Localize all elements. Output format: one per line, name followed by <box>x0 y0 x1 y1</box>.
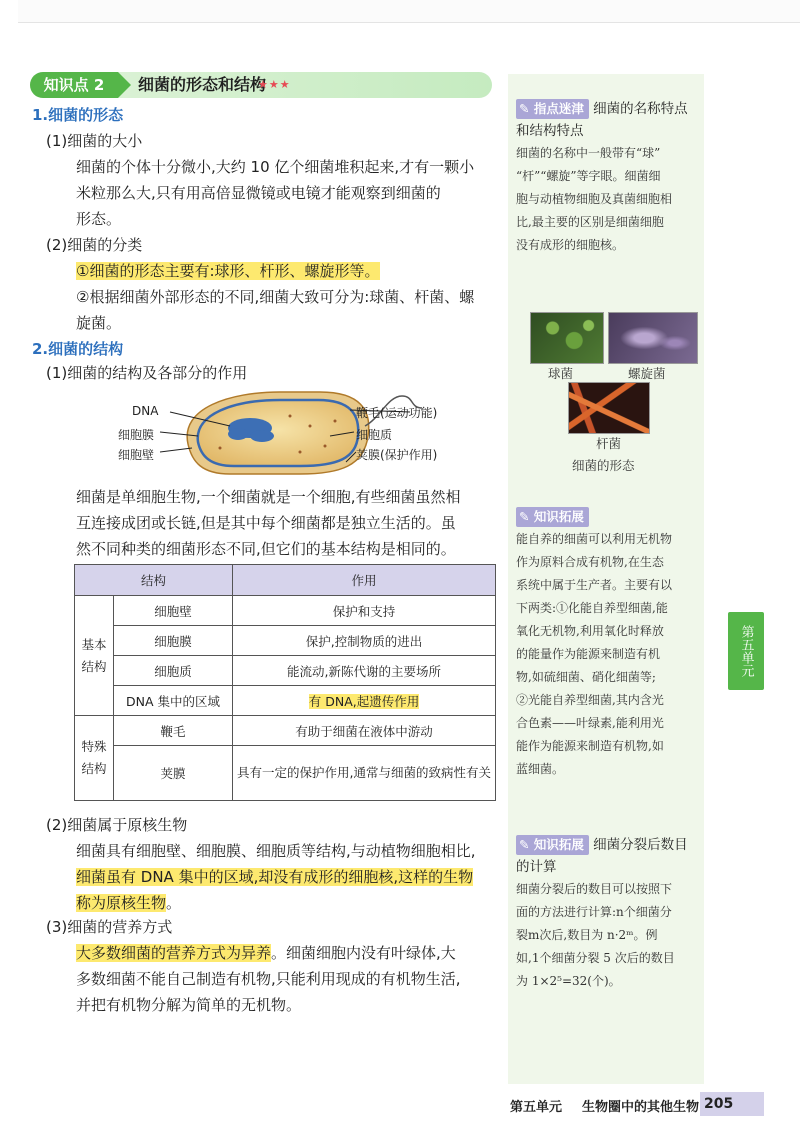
label-cytoplasm: 细胞质 <box>356 428 393 442</box>
label-flagellum: 鞭毛(运动功能) <box>356 406 438 420</box>
footer-title: 生物圈中的其他生物 <box>582 1100 700 1115</box>
paragraph-line-3: 然不同种类的细菌形态不同,但它们的基本结构是相同的。 <box>76 540 456 558</box>
prokaryote-line-3: 称为原核生物。 <box>76 894 182 912</box>
nutrition-line-2: 多数细菌不能自己制造有机物,只能利用现成的有机物生活, <box>76 970 461 988</box>
table-row <box>75 626 496 656</box>
paragraph-line-2: 互连接成团或长链,但是其中每个细菌都是独立生活的。虽 <box>76 514 456 532</box>
table-row <box>75 686 496 716</box>
highlight: 有 DNA,起遗传作用 <box>308 693 420 709</box>
cocci-photo <box>530 312 604 364</box>
table-cell-structure: 荚膜 <box>114 746 233 801</box>
size-line-3: 形态。 <box>76 210 122 228</box>
size-line-2: 米粒那么大,只有用高倍显微镜或电镜才能观察到细菌的 <box>76 184 441 202</box>
division-title-1: 细菌分裂后数目 <box>593 837 688 853</box>
subheading-prokaryote: (2)细菌属于原核生物 <box>46 816 188 834</box>
highlight: 大多数细菌的营养方式为异养 <box>76 944 272 962</box>
nutrition-line-3: 并把有机物分解为简单的无机物。 <box>76 996 302 1014</box>
table-cell-structure: 鞭毛 <box>114 716 233 746</box>
caption-spirillum: 螺旋菌 <box>628 366 666 381</box>
table-header-row <box>75 565 496 596</box>
table-cell-function: 有助于细菌在液体中游动 <box>233 716 496 746</box>
table-row <box>75 746 496 801</box>
division-line: 裂m次后,数目为 n·2ᵐ。例 <box>516 928 658 942</box>
sidebar-box-extension-2 <box>516 834 702 993</box>
extension-line: 作为原料合成有机物,在生态 <box>516 555 664 569</box>
cell-membrane-shape <box>198 400 359 466</box>
extension-line: ②光能自养型细菌,其内含光 <box>516 693 664 707</box>
division-line: 细菌分裂后的数目可以按照下 <box>516 882 673 896</box>
subheading-size: (1)细菌的大小 <box>46 132 143 150</box>
extension-line: 系统中属于生产者。主要有以 <box>516 578 673 592</box>
tips-line: 没有成形的细胞核。 <box>516 238 625 252</box>
highlight: 称为原核生物 <box>76 894 167 912</box>
table-group-basic: 基本结构 <box>75 596 114 716</box>
classification-item-1 <box>76 258 380 284</box>
table-cell-function: 保护,控制物质的进出 <box>233 626 496 656</box>
label-dna: DNA <box>132 404 159 418</box>
division-line: 为 1×2⁵=32(个)。 <box>516 974 621 988</box>
table-header-structure: 结构 <box>75 565 233 596</box>
structure-table <box>74 564 496 801</box>
tips-tag: ✎ 指点迷津 <box>516 99 589 119</box>
table-header-function: 作用 <box>233 565 496 596</box>
table-cell-structure: 细胞膜 <box>114 626 233 656</box>
heading-morphology: 1.细菌的形态 <box>32 106 124 124</box>
table-cell-function <box>233 686 496 716</box>
spirillum-photo <box>608 312 698 364</box>
size-line-1: 细菌的个体十分微小,大约 10 亿个细菌堆积起来,才有一颗小 <box>76 158 475 176</box>
paragraph-line-1: 细菌是单细胞生物,一个细菌就是一个细胞,有些细菌虽然相 <box>76 488 461 506</box>
division-line: 如,1个细菌分裂 5 次后的数目 <box>516 951 675 965</box>
table-cell-function: 具有一定的保护作用,通常与细菌的致病性有关 <box>233 746 496 801</box>
extension-line: 氧化无机物,利用氧化时释放 <box>516 624 664 638</box>
label-capsule: 荚膜(保护作用) <box>356 448 438 462</box>
bacterium-diagram <box>110 386 490 480</box>
highlight: 细菌虽有 DNA 集中的区域,却没有成形的细胞核,这样的生物 <box>76 868 474 886</box>
table-cell-structure: 细胞质 <box>114 656 233 686</box>
section-title: 细菌的形态和结构 <box>138 75 267 94</box>
subheading-nutrition: (3)细菌的营养方式 <box>46 918 173 936</box>
unit-side-tab: 第五单元 <box>728 612 764 690</box>
extension-tag: ✎ 知识拓展 <box>516 835 589 855</box>
classification-item-2-line-2: 旋菌。 <box>76 314 122 332</box>
tips-line: “杆”“螺旋”等字眼。细菌细 <box>516 169 661 183</box>
division-line: 面的方法进行计算:n个细菌分 <box>516 905 672 919</box>
tips-line: 比,最主要的区别是细菌细胞 <box>516 215 664 229</box>
sidebar-box-tips <box>516 98 702 257</box>
tips-title-2: 和结构特点 <box>516 123 584 139</box>
table-row <box>75 656 496 686</box>
table-cell-function: 保护和支持 <box>233 596 496 626</box>
bacilli-photo <box>568 382 650 434</box>
difficulty-stars: ★★★ <box>258 78 291 91</box>
knowledge-point-tag: 知识点 2 <box>30 72 118 98</box>
nutrition-line-1: 大多数细菌的营养方式为异养。细菌细胞内没有叶绿体,大 <box>76 944 456 962</box>
extension-line: 物,如硫细菌、硝化细菌等; <box>516 670 656 684</box>
highlight: ①细菌的形态主要有:球形、杆形、螺旋形等。 <box>76 262 380 280</box>
extension-line: 下两类:①化能自养型细菌,能 <box>516 601 668 615</box>
extension-line: 能作为能源来制造有机物,如 <box>516 739 664 753</box>
extension-tag: ✎ 知识拓展 <box>516 507 589 527</box>
table-row <box>75 716 496 746</box>
division-title-2: 的计算 <box>516 859 557 875</box>
footer-unit: 第五单元 <box>510 1100 563 1115</box>
heading-structure: 2.细菌的结构 <box>32 340 124 358</box>
sidebar-box-extension-1 <box>516 506 702 781</box>
label-wall: 细胞壁 <box>118 448 155 462</box>
subheading-structure-parts: (1)细菌的结构及各部分的作用 <box>46 364 248 382</box>
caption-bacilli: 杆菌 <box>596 436 622 451</box>
table-cell-function: 能流动,新陈代谢的主要场所 <box>233 656 496 686</box>
table-cell-structure: DNA 集中的区域 <box>114 686 233 716</box>
subheading-classification: (2)细菌的分类 <box>46 236 143 254</box>
caption-cocci: 球菌 <box>548 366 574 381</box>
tips-title-1: 细菌的名称特点 <box>593 101 688 117</box>
prokaryote-line-2 <box>76 864 473 890</box>
table-row <box>75 596 496 626</box>
page-number: 205 <box>704 1096 734 1112</box>
tips-line: 细菌的名称中一般带有“球” <box>516 146 661 160</box>
table-cell-structure: 细胞壁 <box>114 596 233 626</box>
extension-line: 合色素——叶绿素,能利用光 <box>516 716 664 730</box>
label-membrane: 细胞膜 <box>118 428 155 442</box>
table-group-special: 特殊结构 <box>75 716 114 801</box>
prokaryote-line-1: 细菌具有细胞壁、细胞膜、细胞质等结构,与动植物细胞相比, <box>76 842 476 860</box>
page-top-edge <box>18 0 800 23</box>
extension-line: 蓝细菌。 <box>516 762 565 776</box>
caption-shapes: 细菌的形态 <box>572 458 635 473</box>
classification-item-2-line-1: ②根据细菌外部形态的不同,细菌大致可分为:球菌、杆菌、螺 <box>76 288 475 306</box>
extension-line: 的能量作为能源来制造有机 <box>516 647 661 661</box>
tips-line: 胞与动植物细胞及真菌细胞相 <box>516 192 673 206</box>
extension-line: 能自养的细菌可以利用无机物 <box>516 532 673 546</box>
